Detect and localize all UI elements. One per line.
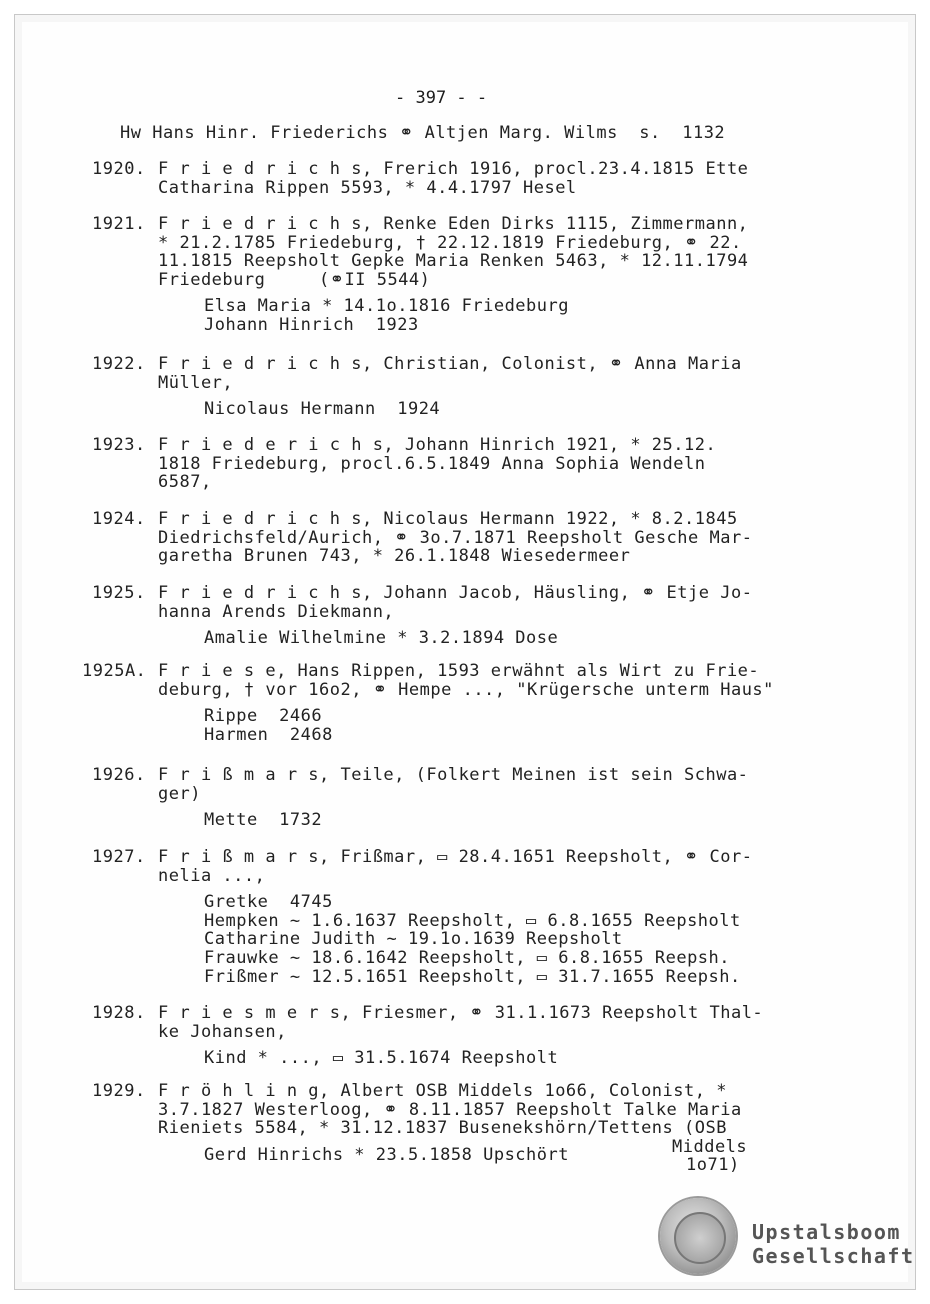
entry-line: Rieniets 5584, * 31.12.1837 Busenekshörn/Tettens (OSB xyxy=(158,1118,727,1139)
entry-line: F r i e d r i c h s, Nicolaus Hermann 1922, * 8.2.1845 xyxy=(158,509,738,529)
entry-number: 1927. xyxy=(92,847,146,867)
entry-line: nelia ..., xyxy=(158,865,266,886)
entry-line: 1818 Friedeburg, procl.6.5.1849 Anna Sophia Wendeln xyxy=(158,453,706,474)
entry-line: F r i e d r i c h s, Christian, Colonist, ⚭ Anna Maria xyxy=(158,354,742,374)
entry-line: Müller, xyxy=(158,372,234,393)
entry-line: F r i e d r i c h s, Frerich 1916, procl.23.4.1815 Ette xyxy=(158,159,749,179)
brand-line-2: Gesellschaft xyxy=(752,1244,915,1268)
entry-number: 1926. xyxy=(92,765,146,785)
entry-line: F r i e s m e r s, Friesmer, ⚭ 31.1.1673 Reepsholt Thal- xyxy=(158,1003,764,1023)
entry-number: 1925A. xyxy=(82,661,147,681)
entry-line: garetha Brunen 743, * 26.1.1848 Wiesedermeer xyxy=(158,546,631,567)
entry-line: ke Johansen, xyxy=(158,1021,287,1042)
brand-line-1: Upstalsboom xyxy=(752,1220,901,1244)
entry-number: 1929. xyxy=(92,1081,146,1101)
entry-number: 1923. xyxy=(92,435,146,455)
entry-line: F r ö h l i n g, Albert OSB Middels 1o66, Colonist, * xyxy=(158,1081,727,1101)
child-line: Kind * ..., ▭ 31.5.1674 Reepsholt xyxy=(204,1048,559,1069)
child-line: Johann Hinrich 1923 xyxy=(204,315,419,335)
entry-number: 1928. xyxy=(92,1003,146,1023)
entry-number: 1922. xyxy=(92,354,146,374)
page-number: - 397 - - xyxy=(395,88,488,108)
entry-number: 1924. xyxy=(92,509,146,529)
margin-note: Middels xyxy=(672,1136,748,1157)
child-line: Elsa Maria * 14.1o.1816 Friedeburg xyxy=(204,296,569,317)
header-line: Hw Hans Hinr. Friederichs ⚭ Altjen Marg. Wilms s. 1132 xyxy=(120,123,726,143)
entry-line: Catharina Rippen 5593, * 4.4.1797 Hesel xyxy=(158,177,577,198)
entry-line: 11.1815 Reepsholt Gepke Maria Renken 5463, * 12.11.1794 xyxy=(158,251,749,272)
entry-line: ger) xyxy=(158,783,201,804)
entry-line: F r i ß m a r s, Frißmar, ▭ 28.4.1651 Reepsholt, ⚭ Cor- xyxy=(158,847,753,867)
entry-line: * 21.2.1785 Friedeburg, † 22.12.1819 Friedeburg, ⚭ 22. xyxy=(158,232,742,253)
entry-line: Friedeburg (⚭II 5544) xyxy=(158,269,431,290)
entry-line: F r i e d e r i c h s, Johann Hinrich 1921, * 25.12. xyxy=(158,435,717,455)
child-line: Catharine Judith ~ 19.1o.1639 Reepsholt xyxy=(204,929,623,950)
child-line: Frißmer ~ 12.5.1651 Reepsholt, ▭ 31.7.1655 Reepsh. xyxy=(204,966,741,987)
entry-line: F r i ß m a r s, Teile, (Folkert Meinen ist sein Schwa- xyxy=(158,765,749,785)
margin-note: 1o71) xyxy=(686,1155,740,1176)
entry-line: F r i e s e, Hans Rippen, 1593 erwähnt als Wirt zu Frie- xyxy=(158,661,760,681)
child-line: Nicolaus Hermann 1924 xyxy=(204,399,441,420)
society-seal-icon xyxy=(660,1198,736,1274)
entry-line: deburg, † vor 16o2, ⚭ Hempe ..., "Krügersche unterm Haus" xyxy=(158,679,774,700)
entry-line: Diedrichsfeld/Aurich, ⚭ 3o.7.1871 Reepsholt Gesche Mar- xyxy=(158,527,753,548)
entry-line: hanna Arends Diekmann, xyxy=(158,601,395,622)
child-line: Hempken ~ 1.6.1637 Reepsholt, ▭ 6.8.1655 Reepsholt xyxy=(204,910,741,931)
entry-number: 1921. xyxy=(92,214,146,234)
entry-line: F r i e d r i c h s, Renke Eden Dirks 1115, Zimmermann, xyxy=(158,214,749,234)
entry-number: 1920. xyxy=(92,159,146,179)
entry-line: 6587, xyxy=(158,472,212,493)
child-line: Frauwke ~ 18.6.1642 Reepsholt, ▭ 6.8.1655 Reepsh. xyxy=(204,948,731,968)
entry-number: 1925. xyxy=(92,583,146,603)
child-line: Mette 1732 xyxy=(204,810,323,831)
entry-line: 3.7.1827 Westerloog, ⚭ 8.11.1857 Reepsholt Talke Maria xyxy=(158,1099,742,1120)
child-line: Amalie Wilhelmine * 3.2.1894 Dose xyxy=(204,628,559,649)
entry-line: F r i e d r i c h s, Johann Jacob, Häusling, ⚭ Etje Jo- xyxy=(158,583,753,603)
child-line: Rippe 2466 xyxy=(204,706,323,727)
child-line: Gerd Hinrichs * 23.5.1858 Upschört xyxy=(204,1144,569,1165)
child-line: Gretke 4745 xyxy=(204,892,333,913)
child-line: Harmen 2468 xyxy=(204,724,333,745)
